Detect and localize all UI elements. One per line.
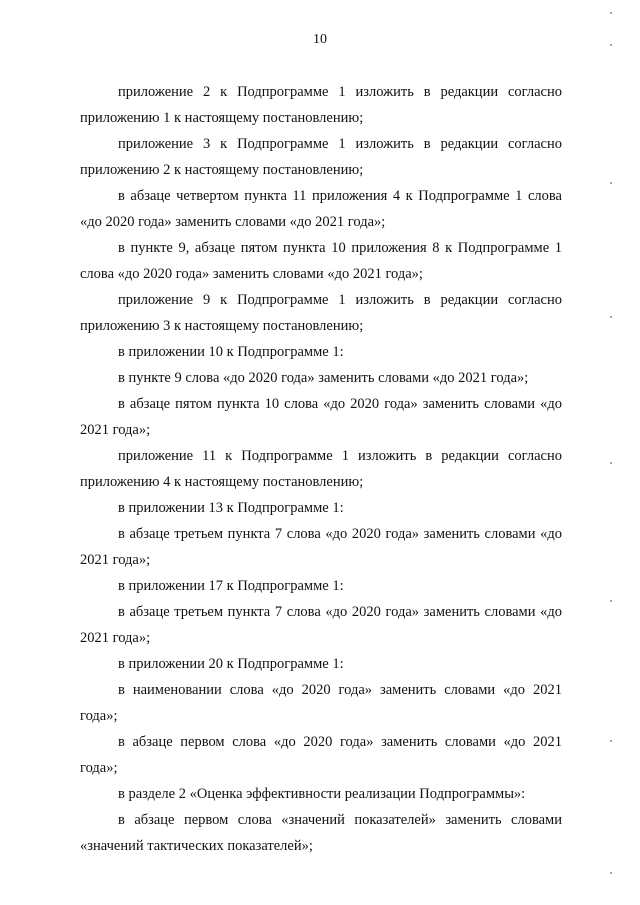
document-body bbox=[80, 79, 562, 859]
scan-speck bbox=[610, 740, 612, 742]
paragraph: в приложении 13 к Подпрограмме 1: bbox=[118, 500, 344, 516]
paragraph: в абзаце пятом пункта 10 слова «до 2020 года» заменить словами «до 2021 года»; bbox=[80, 396, 562, 438]
paragraph: в абзаце первом слова «значений показателей» заменить словами «значений тактических показателей»; bbox=[80, 812, 562, 854]
page-number: 10 bbox=[313, 32, 327, 47]
paragraph: в приложении 20 к Подпрограмме 1: bbox=[118, 656, 344, 672]
paragraph: приложение 2 к Подпрограмме 1 изложить в редакции согласно приложению 1 к настоящему постановлению; bbox=[80, 84, 562, 126]
scan-speck bbox=[610, 44, 612, 46]
paragraph: в абзаце третьем пункта 7 слова «до 2020 года» заменить словами «до 2021 года»; bbox=[80, 526, 562, 568]
scan-speck bbox=[610, 872, 612, 874]
paragraph: в пункте 9, абзаце пятом пункта 10 приложения 8 к Подпрограмме 1 слова «до 2020 года» заменить словами «до 2021 года»; bbox=[80, 240, 562, 282]
scan-speck bbox=[610, 12, 612, 14]
paragraph: в наименовании слова «до 2020 года» заменить словами «до 2021 года»; bbox=[80, 682, 562, 724]
scan-speck bbox=[610, 600, 612, 602]
scan-speck bbox=[610, 182, 612, 184]
paragraph: приложение 11 к Подпрограмме 1 изложить в редакции согласно приложению 4 к настоящему постановлению; bbox=[80, 448, 562, 490]
scan-speck bbox=[610, 462, 612, 464]
paragraph: приложение 3 к Подпрограмме 1 изложить в редакции согласно приложению 2 к настоящему постановлению; bbox=[80, 136, 562, 178]
paragraph: в пункте 9 слова «до 2020 года» заменить словами «до 2021 года»; bbox=[118, 370, 529, 386]
paragraph: в абзаце первом слова «до 2020 года» заменить словами «до 2021 года»; bbox=[80, 734, 562, 776]
scan-speck bbox=[610, 316, 612, 318]
paragraph: в абзаце третьем пункта 7 слова «до 2020 года» заменить словами «до 2021 года»; bbox=[80, 604, 562, 646]
paragraph: в разделе 2 «Оценка эффективности реализации Подпрограммы»: bbox=[118, 786, 526, 802]
paragraph: в приложении 17 к Подпрограмме 1: bbox=[118, 578, 344, 594]
paragraph: приложение 9 к Подпрограмме 1 изложить в редакции согласно приложению 3 к настоящему постановлению; bbox=[80, 292, 562, 334]
paragraph: в приложении 10 к Подпрограмме 1: bbox=[118, 344, 344, 360]
paragraph: в абзаце четвертом пункта 11 приложения 4 к Подпрограмме 1 слова «до 2020 года» заменить словами «до 2021 года»; bbox=[80, 188, 562, 230]
